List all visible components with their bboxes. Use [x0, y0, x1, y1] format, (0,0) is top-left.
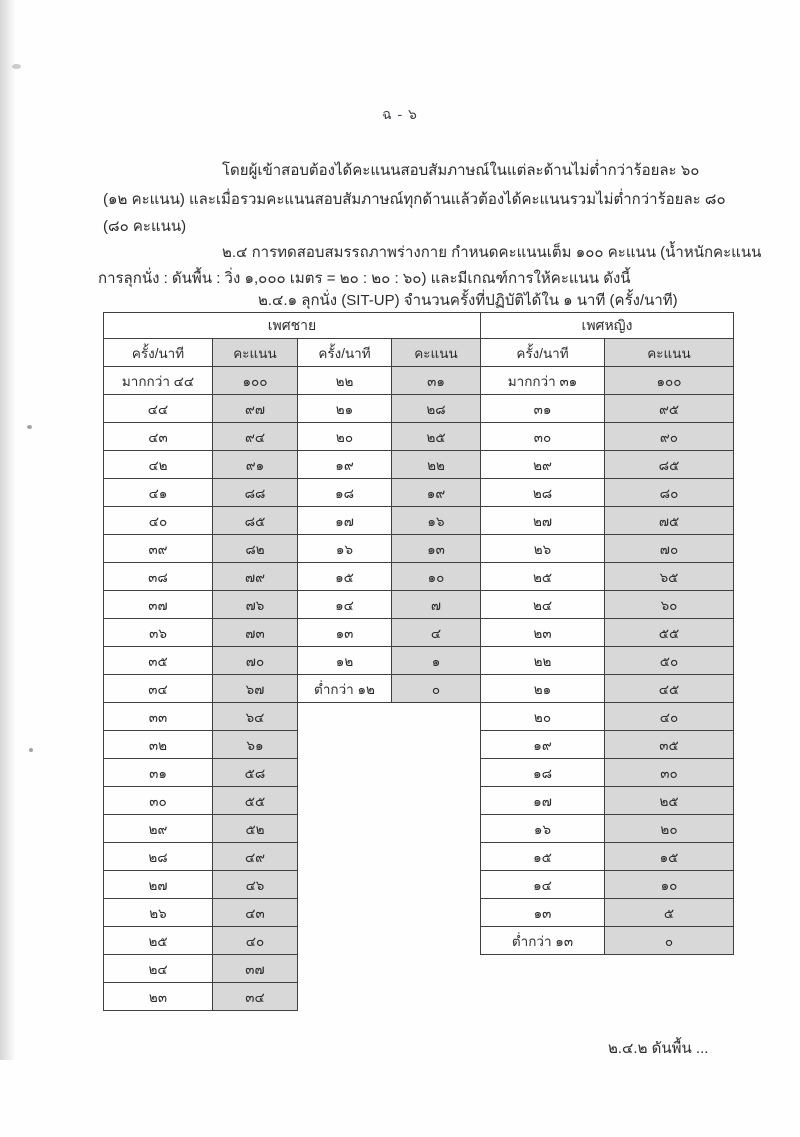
female-group-header: เพศหญิง [481, 313, 734, 339]
reps-cell: ๒๔ [104, 955, 213, 983]
reps-cell: ๓๓ [104, 703, 213, 731]
score-cell: ๙๔ [213, 423, 298, 451]
situp-score-table [103, 312, 734, 1011]
score-cell: ๖๗ [213, 675, 298, 703]
reps-cell: ๒๘ [481, 479, 605, 507]
reps-cell: ๓๒ [104, 731, 213, 759]
score-cell: ๔๓ [213, 899, 298, 927]
empty-cell [392, 899, 481, 927]
reps-cell: ๑๘ [298, 479, 392, 507]
score-cell: ๐ [392, 675, 481, 703]
table-body [104, 313, 734, 1011]
table-row [104, 591, 734, 619]
table-group-row [104, 313, 734, 339]
score-cell: ๐ [605, 927, 734, 955]
score-cell: ๓๑ [392, 367, 481, 395]
reps-cell: ๒๐ [481, 703, 605, 731]
score-cell: ๖๑ [213, 731, 298, 759]
score-cell: ๘๐ [605, 479, 734, 507]
reps-cell: ๑๘ [481, 759, 605, 787]
score-cell: ๙๕ [605, 395, 734, 423]
empty-cell [298, 899, 392, 927]
table-row [104, 759, 734, 787]
score-cell: ๒๘ [392, 395, 481, 423]
empty-cell [605, 983, 734, 1011]
reps-cell: ๑๖ [481, 815, 605, 843]
score-cell: ๗๕ [605, 507, 734, 535]
table-row [104, 983, 734, 1011]
table-row [104, 787, 734, 815]
reps-cell: ๔๓ [104, 423, 213, 451]
score-cell: ๔๐ [605, 703, 734, 731]
reps-cell: ๑๙ [298, 451, 392, 479]
table-row [104, 731, 734, 759]
reps-column-header: ครั้ง/นาที [104, 339, 213, 367]
reps-column-header: ครั้ง/นาที [298, 339, 392, 367]
reps-cell: ๒๕ [481, 563, 605, 591]
reps-cell: ๓๕ [104, 647, 213, 675]
reps-cell: ๓๐ [481, 423, 605, 451]
score-cell: ๘๕ [213, 507, 298, 535]
table-row [104, 843, 734, 871]
empty-cell [298, 815, 392, 843]
score-cell: ๑๐๐ [213, 367, 298, 395]
reps-cell: ๔๒ [104, 451, 213, 479]
score-cell: ๗๓ [213, 619, 298, 647]
reps-cell: ๔๐ [104, 507, 213, 535]
reps-cell: ๒๑ [481, 675, 605, 703]
score-cell: ๓๕ [605, 731, 734, 759]
empty-cell [298, 843, 392, 871]
paragraph-line: ๒.๔ การทดสอบสมรรถภาพร่างกาย กำหนดคะแนนเต็ม ๑๐๐ คะแนน (น้ำหนักคะแนน [222, 244, 762, 261]
score-cell: ๑๙ [392, 479, 481, 507]
paragraph-line: โดยผู้เข้าสอบต้องได้คะแนนสอบสัมภาษณ์ในแต่ละด้านไม่ต่ำกว่าร้อยละ ๖๐ [222, 162, 700, 179]
empty-cell [392, 787, 481, 815]
male-group-header: เพศชาย [104, 313, 481, 339]
score-cell: ๑๐ [392, 563, 481, 591]
table-row [104, 423, 734, 451]
score-cell: ๙๐ [605, 423, 734, 451]
section-heading-situp: ๒.๔.๑ ลุกนั่ง (SIT-UP) จำนวนครั้งที่ปฏิบัติได้ใน ๑ นาที (ครั้ง/นาที) [258, 292, 678, 309]
score-cell: ๓๗ [213, 955, 298, 983]
score-cell: ๑๕ [605, 843, 734, 871]
table-row [104, 703, 734, 731]
reps-cell: ๒๘ [104, 843, 213, 871]
empty-cell [392, 955, 481, 983]
score-cell: ๕๐ [605, 647, 734, 675]
reps-cell: มากกว่า ๔๔ [104, 367, 213, 395]
reps-cell: ๑๒ [298, 647, 392, 675]
reps-cell: ๒๓ [104, 983, 213, 1011]
table-row [104, 647, 734, 675]
score-cell: ๗๙ [213, 563, 298, 591]
score-cell: ๗๐ [605, 535, 734, 563]
reps-cell: ๒๓ [481, 619, 605, 647]
table-row [104, 535, 734, 563]
reps-cell: ๒๒ [298, 367, 392, 395]
score-cell: ๖๕ [605, 563, 734, 591]
reps-cell: ๒๙ [481, 451, 605, 479]
reps-cell: ๑๗ [481, 787, 605, 815]
score-cell: ๙๗ [213, 395, 298, 423]
reps-cell: ๒๕ [104, 927, 213, 955]
reps-cell: ๒๑ [298, 395, 392, 423]
score-column-header: คะแนน [605, 339, 734, 367]
table-row [104, 395, 734, 423]
score-cell: ๒๕ [392, 423, 481, 451]
reps-cell: ๓๑ [481, 395, 605, 423]
empty-cell [392, 759, 481, 787]
reps-cell: ๓๔ [104, 675, 213, 703]
empty-cell [392, 983, 481, 1011]
empty-cell [392, 871, 481, 899]
reps-cell: ๒๖ [104, 899, 213, 927]
score-cell: ๓๐ [605, 759, 734, 787]
score-cell: ๔๖ [213, 871, 298, 899]
reps-cell: ๓๑ [104, 759, 213, 787]
score-cell: ๔๐ [213, 927, 298, 955]
reps-cell: มากกว่า ๓๑ [481, 367, 605, 395]
empty-cell [298, 703, 392, 731]
empty-cell [481, 983, 605, 1011]
reps-cell: ๒๒ [481, 647, 605, 675]
reps-cell: ๑๔ [298, 591, 392, 619]
empty-cell [392, 703, 481, 731]
score-cell: ๘๒ [213, 535, 298, 563]
reps-cell: ๑๓ [481, 899, 605, 927]
empty-cell [298, 927, 392, 955]
score-cell: ๗๖ [213, 591, 298, 619]
scan-edge-shadow [0, 0, 16, 1060]
reps-cell: ๒๗ [481, 507, 605, 535]
table-row [104, 675, 734, 703]
empty-cell [298, 983, 392, 1011]
empty-cell [392, 731, 481, 759]
reps-cell: ๑๕ [298, 563, 392, 591]
reps-cell: ๑๓ [298, 619, 392, 647]
empty-cell [298, 731, 392, 759]
score-cell: ๑๐ [605, 871, 734, 899]
empty-cell [481, 955, 605, 983]
empty-cell [298, 759, 392, 787]
reps-cell: ๔๑ [104, 479, 213, 507]
paragraph-line: (๘๐ คะแนน) [103, 218, 187, 235]
score-column-header: คะแนน [392, 339, 481, 367]
reps-cell: ๒๔ [481, 591, 605, 619]
reps-cell: ๒๙ [104, 815, 213, 843]
reps-cell: ๑๗ [298, 507, 392, 535]
reps-cell: ๔๔ [104, 395, 213, 423]
table-row [104, 815, 734, 843]
table-row [104, 899, 734, 927]
table-row [104, 619, 734, 647]
scan-artifact [29, 748, 33, 752]
table-row [104, 507, 734, 535]
reps-cell: ๑๕ [481, 843, 605, 871]
score-cell: ๔๕ [605, 675, 734, 703]
table-row [104, 479, 734, 507]
reps-cell: ๒๐ [298, 423, 392, 451]
empty-cell [392, 843, 481, 871]
table-row [104, 451, 734, 479]
page-number: ฉ - ๖ [382, 106, 418, 122]
table-header-row [104, 339, 734, 367]
reps-column-header: ครั้ง/นาที [481, 339, 605, 367]
score-cell: ๘๘ [213, 479, 298, 507]
table-row [104, 955, 734, 983]
reps-cell: ๒๗ [104, 871, 213, 899]
score-cell: ๔ [392, 619, 481, 647]
table-row [104, 367, 734, 395]
score-cell: ๕ [605, 899, 734, 927]
reps-cell: ๑๖ [298, 535, 392, 563]
score-cell: ๒๕ [605, 787, 734, 815]
score-cell: ๕๕ [213, 787, 298, 815]
score-cell: ๑ [392, 647, 481, 675]
score-cell: ๓๔ [213, 983, 298, 1011]
empty-cell [605, 955, 734, 983]
next-section-note: ๒.๔.๒ ดันพื้น ... [608, 1040, 709, 1057]
reps-cell: ๓๙ [104, 535, 213, 563]
paragraph-line: (๑๒ คะแนน) และเมื่อรวมคะแนนสอบสัมภาษณ์ทุกด้านแล้วต้องได้คะแนนรวมไม่ต่ำกว่าร้อยละ ๘๐ [103, 191, 726, 208]
empty-cell [298, 955, 392, 983]
reps-cell: ๓๐ [104, 787, 213, 815]
score-cell: ๗ [392, 591, 481, 619]
score-cell: ๙๑ [213, 451, 298, 479]
table-row [104, 871, 734, 899]
score-cell: ๕๒ [213, 815, 298, 843]
reps-cell: ๓๘ [104, 563, 213, 591]
score-cell: ๑๓ [392, 535, 481, 563]
score-cell: ๘๕ [605, 451, 734, 479]
reps-cell: ต่ำกว่า ๑๒ [298, 675, 392, 703]
empty-cell [392, 815, 481, 843]
reps-cell: ต่ำกว่า ๑๓ [481, 927, 605, 955]
empty-cell [392, 927, 481, 955]
score-cell: ๗๐ [213, 647, 298, 675]
reps-cell: ๓๖ [104, 619, 213, 647]
score-cell: ๒๐ [605, 815, 734, 843]
score-cell: ๒๒ [392, 451, 481, 479]
scan-artifact [27, 425, 32, 429]
scan-artifact [12, 64, 21, 69]
empty-cell [298, 787, 392, 815]
score-cell: ๕๘ [213, 759, 298, 787]
reps-cell: ๒๖ [481, 535, 605, 563]
reps-cell: ๑๙ [481, 731, 605, 759]
paragraph-line: การลุกนั่ง : ดันพื้น : วิ่ง ๑,๐๐๐ เมตร = ๒๐ : ๒๐ : ๖๐) และมีเกณฑ์การให้คะแนน ดังนี้ [98, 270, 631, 287]
score-cell: ๔๙ [213, 843, 298, 871]
score-cell: ๑๐๐ [605, 367, 734, 395]
score-column-header: คะแนน [213, 339, 298, 367]
score-cell: ๖๔ [213, 703, 298, 731]
score-cell: ๑๖ [392, 507, 481, 535]
empty-cell [298, 871, 392, 899]
table-row [104, 563, 734, 591]
table-row [104, 927, 734, 955]
score-cell: ๕๕ [605, 619, 734, 647]
reps-cell: ๓๗ [104, 591, 213, 619]
score-cell: ๖๐ [605, 591, 734, 619]
reps-cell: ๑๔ [481, 871, 605, 899]
